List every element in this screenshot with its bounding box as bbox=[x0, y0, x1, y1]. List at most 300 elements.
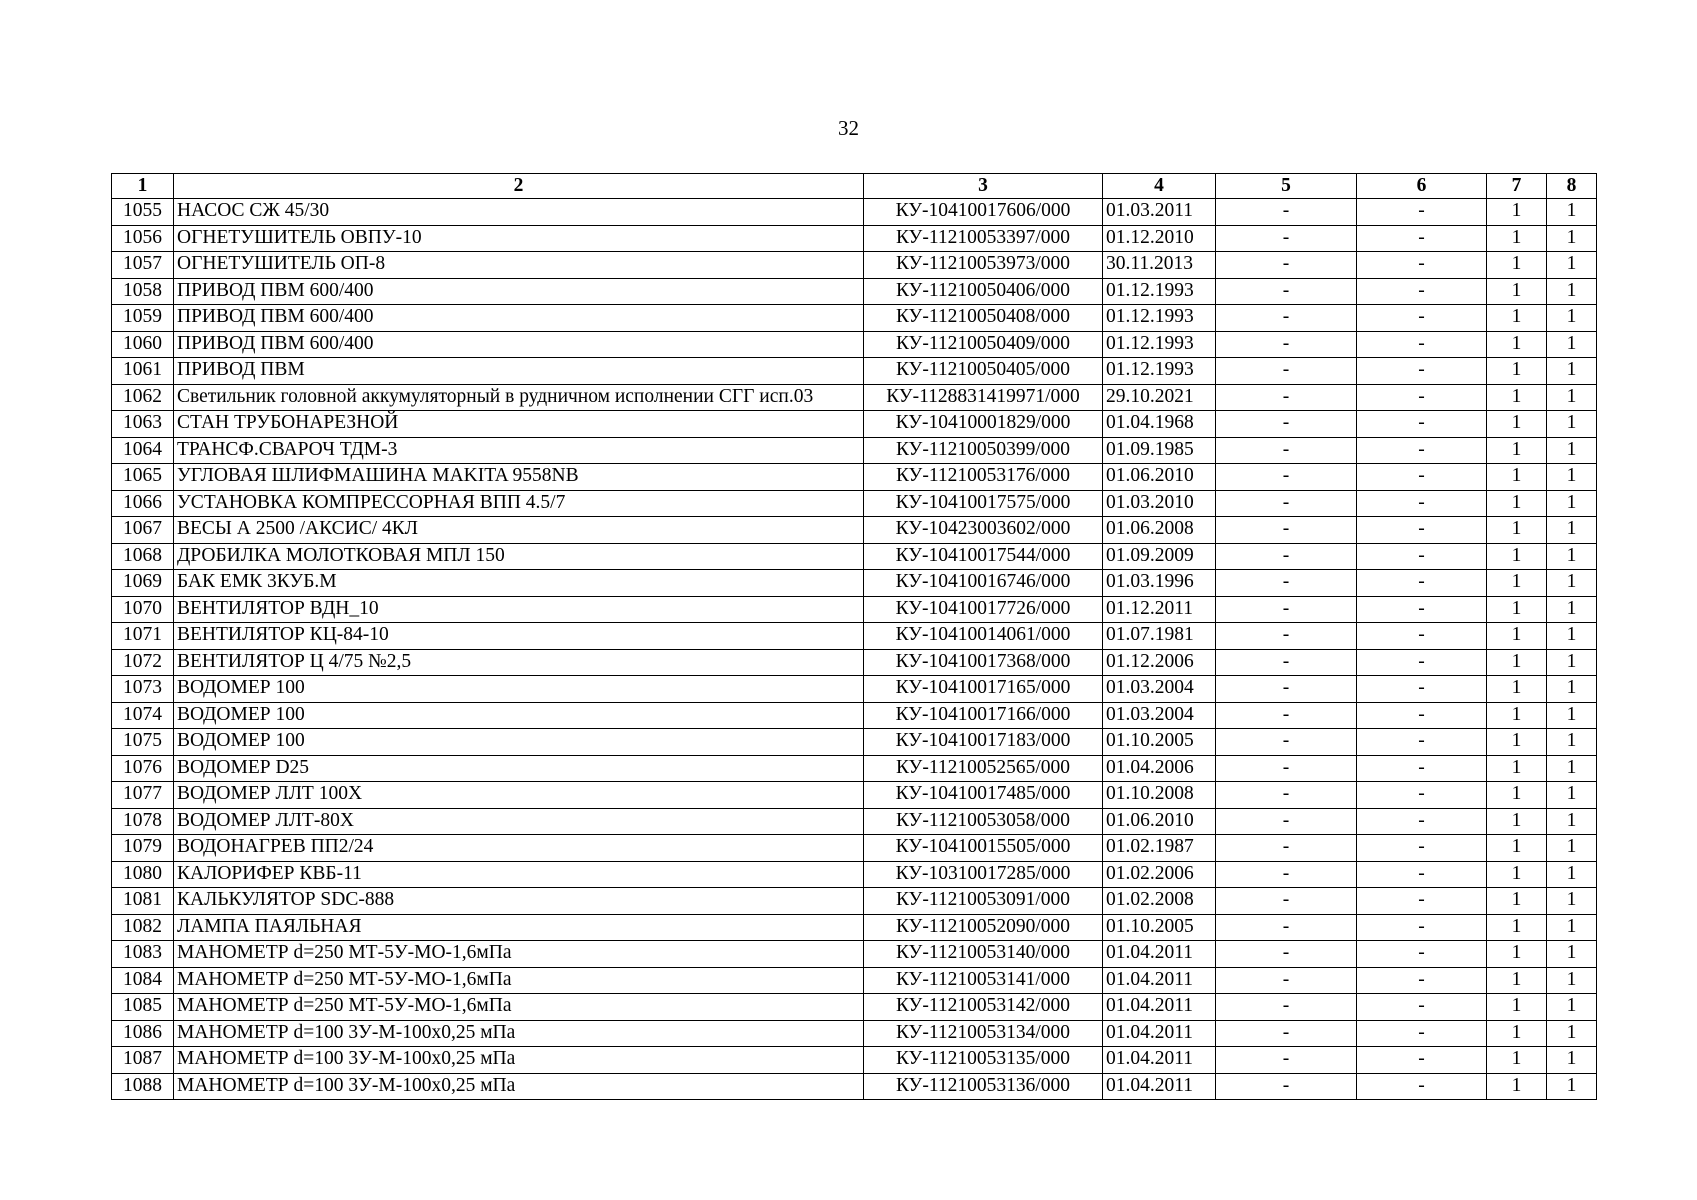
column-7-cell: 1 bbox=[1487, 1073, 1547, 1100]
column-8-cell: 1 bbox=[1547, 570, 1597, 597]
inventory-code-cell: КУ-11210050406/000 bbox=[864, 278, 1103, 305]
date-cell: 01.10.2005 bbox=[1103, 914, 1216, 941]
row-number-cell: 1065 bbox=[112, 464, 174, 491]
column-6-cell: - bbox=[1357, 676, 1487, 703]
column-5-cell: - bbox=[1216, 490, 1357, 517]
date-cell: 01.04.2011 bbox=[1103, 967, 1216, 994]
row-number-cell: 1081 bbox=[112, 888, 174, 915]
column-header: 1 bbox=[112, 174, 174, 199]
registry-table bbox=[111, 173, 1597, 1100]
column-7-cell: 1 bbox=[1487, 305, 1547, 332]
date-cell: 01.10.2005 bbox=[1103, 729, 1216, 756]
column-6-cell: - bbox=[1357, 914, 1487, 941]
column-8-cell: 1 bbox=[1547, 437, 1597, 464]
column-5-cell: - bbox=[1216, 835, 1357, 862]
column-8-cell: 1 bbox=[1547, 941, 1597, 968]
column-8-cell: 1 bbox=[1547, 914, 1597, 941]
item-name-cell: ВОДОНАГРЕВ ПП2/24 bbox=[174, 835, 864, 862]
inventory-code-cell: КУ-10410017166/000 bbox=[864, 702, 1103, 729]
date-cell: 01.03.2004 bbox=[1103, 702, 1216, 729]
date-cell: 01.12.2011 bbox=[1103, 596, 1216, 623]
row-number-cell: 1079 bbox=[112, 835, 174, 862]
column-8-cell: 1 bbox=[1547, 782, 1597, 809]
column-6-cell: - bbox=[1357, 225, 1487, 252]
table-row bbox=[112, 331, 1597, 358]
column-8-cell: 1 bbox=[1547, 517, 1597, 544]
date-cell: 01.03.2004 bbox=[1103, 676, 1216, 703]
column-7-cell: 1 bbox=[1487, 755, 1547, 782]
column-6-cell: - bbox=[1357, 941, 1487, 968]
inventory-code-cell: КУ-11210053142/000 bbox=[864, 994, 1103, 1021]
column-8-cell: 1 bbox=[1547, 861, 1597, 888]
row-number-cell: 1060 bbox=[112, 331, 174, 358]
column-7-cell: 1 bbox=[1487, 702, 1547, 729]
inventory-code-cell: КУ-10410014061/000 bbox=[864, 623, 1103, 650]
column-7-cell: 1 bbox=[1487, 623, 1547, 650]
column-7-cell: 1 bbox=[1487, 252, 1547, 279]
item-name-cell: НАСОС СЖ 45/30 bbox=[174, 199, 864, 226]
column-8-cell: 1 bbox=[1547, 596, 1597, 623]
column-7-cell: 1 bbox=[1487, 384, 1547, 411]
inventory-code-cell: КУ-11210053141/000 bbox=[864, 967, 1103, 994]
column-6-cell: - bbox=[1357, 861, 1487, 888]
column-8-cell: 1 bbox=[1547, 543, 1597, 570]
table-row bbox=[112, 702, 1597, 729]
item-name-cell: ПРИВОД ПВМ 600/400 bbox=[174, 278, 864, 305]
table-row bbox=[112, 623, 1597, 650]
column-7-cell: 1 bbox=[1487, 941, 1547, 968]
row-number-cell: 1088 bbox=[112, 1073, 174, 1100]
column-6-cell: - bbox=[1357, 437, 1487, 464]
column-6-cell: - bbox=[1357, 199, 1487, 226]
table-row bbox=[112, 967, 1597, 994]
column-8-cell: 1 bbox=[1547, 994, 1597, 1021]
table-row bbox=[112, 888, 1597, 915]
date-cell: 01.06.2010 bbox=[1103, 464, 1216, 491]
column-5-cell: - bbox=[1216, 1073, 1357, 1100]
column-8-cell: 1 bbox=[1547, 755, 1597, 782]
row-number-cell: 1087 bbox=[112, 1047, 174, 1074]
column-5-cell: - bbox=[1216, 464, 1357, 491]
column-8-cell: 1 bbox=[1547, 305, 1597, 332]
column-8-cell: 1 bbox=[1547, 835, 1597, 862]
item-name-cell: ВОДОМЕР 100 bbox=[174, 676, 864, 703]
date-cell: 01.02.1987 bbox=[1103, 835, 1216, 862]
column-5-cell: - bbox=[1216, 649, 1357, 676]
column-6-cell: - bbox=[1357, 623, 1487, 650]
column-7-cell: 1 bbox=[1487, 411, 1547, 438]
inventory-code-cell: КУ-11210053091/000 bbox=[864, 888, 1103, 915]
column-5-cell: - bbox=[1216, 384, 1357, 411]
column-6-cell: - bbox=[1357, 596, 1487, 623]
inventory-code-cell: КУ-10423003602/000 bbox=[864, 517, 1103, 544]
column-7-cell: 1 bbox=[1487, 278, 1547, 305]
date-cell: 01.04.2011 bbox=[1103, 1047, 1216, 1074]
item-name-cell: ВОДОМЕР 100 bbox=[174, 729, 864, 756]
date-cell: 01.07.1981 bbox=[1103, 623, 1216, 650]
column-5-cell: - bbox=[1216, 437, 1357, 464]
column-8-cell: 1 bbox=[1547, 358, 1597, 385]
column-8-cell: 1 bbox=[1547, 225, 1597, 252]
item-name-cell: УГЛОВАЯ ШЛИФМАШИНА MAKITA 9558NB bbox=[174, 464, 864, 491]
row-number-cell: 1073 bbox=[112, 676, 174, 703]
column-7-cell: 1 bbox=[1487, 861, 1547, 888]
column-5-cell: - bbox=[1216, 517, 1357, 544]
row-number-cell: 1074 bbox=[112, 702, 174, 729]
inventory-code-cell: КУ-11210053973/000 bbox=[864, 252, 1103, 279]
inventory-code-cell: КУ-1128831419971/000 bbox=[864, 384, 1103, 411]
column-8-cell: 1 bbox=[1547, 1020, 1597, 1047]
row-number-cell: 1085 bbox=[112, 994, 174, 1021]
column-7-cell: 1 bbox=[1487, 649, 1547, 676]
column-5-cell: - bbox=[1216, 225, 1357, 252]
item-name-cell: ПРИВОД ПВМ bbox=[174, 358, 864, 385]
row-number-cell: 1086 bbox=[112, 1020, 174, 1047]
table-row bbox=[112, 490, 1597, 517]
date-cell: 01.03.2010 bbox=[1103, 490, 1216, 517]
table-header-row bbox=[112, 174, 1597, 199]
column-header: 8 bbox=[1547, 174, 1597, 199]
column-6-cell: - bbox=[1357, 1020, 1487, 1047]
row-number-cell: 1057 bbox=[112, 252, 174, 279]
column-8-cell: 1 bbox=[1547, 702, 1597, 729]
inventory-code-cell: КУ-11210052090/000 bbox=[864, 914, 1103, 941]
item-name-cell: ВОДОМЕР 100 bbox=[174, 702, 864, 729]
date-cell: 01.03.2011 bbox=[1103, 199, 1216, 226]
table-row bbox=[112, 782, 1597, 809]
item-name-cell: ЛАМПА ПАЯЛЬНАЯ bbox=[174, 914, 864, 941]
inventory-code-cell: КУ-11210050408/000 bbox=[864, 305, 1103, 332]
item-name-cell: ПРИВОД ПВМ 600/400 bbox=[174, 331, 864, 358]
column-5-cell: - bbox=[1216, 543, 1357, 570]
column-6-cell: - bbox=[1357, 252, 1487, 279]
table-row bbox=[112, 384, 1597, 411]
column-5-cell: - bbox=[1216, 278, 1357, 305]
column-5-cell: - bbox=[1216, 596, 1357, 623]
inventory-code-cell: КУ-10410017485/000 bbox=[864, 782, 1103, 809]
column-8-cell: 1 bbox=[1547, 252, 1597, 279]
date-cell: 01.04.2006 bbox=[1103, 755, 1216, 782]
item-name-cell: МАНОМЕТР d=100 3У-М-100х0,25 мПа bbox=[174, 1020, 864, 1047]
inventory-code-cell: КУ-10410017606/000 bbox=[864, 199, 1103, 226]
date-cell: 01.04.2011 bbox=[1103, 1020, 1216, 1047]
column-7-cell: 1 bbox=[1487, 914, 1547, 941]
column-6-cell: - bbox=[1357, 729, 1487, 756]
row-number-cell: 1078 bbox=[112, 808, 174, 835]
column-6-cell: - bbox=[1357, 464, 1487, 491]
row-number-cell: 1080 bbox=[112, 861, 174, 888]
column-6-cell: - bbox=[1357, 1047, 1487, 1074]
column-7-cell: 1 bbox=[1487, 596, 1547, 623]
date-cell: 01.06.2008 bbox=[1103, 517, 1216, 544]
table-row bbox=[112, 278, 1597, 305]
item-name-cell: ВЕНТИЛЯТОР КЦ-84-10 bbox=[174, 623, 864, 650]
inventory-code-cell: КУ-10410017165/000 bbox=[864, 676, 1103, 703]
item-name-cell: УСТАНОВКА КОМПРЕССОРНАЯ ВПП 4.5/7 bbox=[174, 490, 864, 517]
item-name-cell: МАНОМЕТР d=250 МТ-5У-МО-1,6мПа bbox=[174, 967, 864, 994]
column-6-cell: - bbox=[1357, 835, 1487, 862]
inventory-code-cell: КУ-11210053176/000 bbox=[864, 464, 1103, 491]
row-number-cell: 1070 bbox=[112, 596, 174, 623]
table-row bbox=[112, 808, 1597, 835]
row-number-cell: 1083 bbox=[112, 941, 174, 968]
table-row bbox=[112, 676, 1597, 703]
row-number-cell: 1067 bbox=[112, 517, 174, 544]
inventory-code-cell: КУ-11210052565/000 bbox=[864, 755, 1103, 782]
table-row bbox=[112, 411, 1597, 438]
date-cell: 01.06.2010 bbox=[1103, 808, 1216, 835]
inventory-code-cell: КУ-10410001829/000 bbox=[864, 411, 1103, 438]
item-name-cell: КАЛОРИФЕР КВБ-11 bbox=[174, 861, 864, 888]
item-name-cell: БАК ЕМК 3КУБ.М bbox=[174, 570, 864, 597]
table-row bbox=[112, 1073, 1597, 1100]
table-row bbox=[112, 517, 1597, 544]
row-number-cell: 1058 bbox=[112, 278, 174, 305]
table-row bbox=[112, 1020, 1597, 1047]
column-7-cell: 1 bbox=[1487, 331, 1547, 358]
column-5-cell: - bbox=[1216, 358, 1357, 385]
column-6-cell: - bbox=[1357, 755, 1487, 782]
column-7-cell: 1 bbox=[1487, 543, 1547, 570]
table-row bbox=[112, 861, 1597, 888]
inventory-code-cell: КУ-11210053397/000 bbox=[864, 225, 1103, 252]
table-row bbox=[112, 570, 1597, 597]
column-8-cell: 1 bbox=[1547, 411, 1597, 438]
column-6-cell: - bbox=[1357, 649, 1487, 676]
column-6-cell: - bbox=[1357, 490, 1487, 517]
item-name-cell: ТРАНСФ.СВАРОЧ ТДМ-3 bbox=[174, 437, 864, 464]
inventory-code-cell: КУ-10310017285/000 bbox=[864, 861, 1103, 888]
row-number-cell: 1082 bbox=[112, 914, 174, 941]
column-6-cell: - bbox=[1357, 517, 1487, 544]
column-5-cell: - bbox=[1216, 1047, 1357, 1074]
table-row bbox=[112, 543, 1597, 570]
column-7-cell: 1 bbox=[1487, 967, 1547, 994]
table-row bbox=[112, 199, 1597, 226]
item-name-cell: ВЕСЫ А 2500 /АКСИС/ 4КЛ bbox=[174, 517, 864, 544]
item-name-cell: ВОДОМЕР D25 bbox=[174, 755, 864, 782]
row-number-cell: 1077 bbox=[112, 782, 174, 809]
item-name-cell: СТАН ТРУБОНАРЕЗНОЙ bbox=[174, 411, 864, 438]
table-row bbox=[112, 1047, 1597, 1074]
date-cell: 01.12.2010 bbox=[1103, 225, 1216, 252]
column-5-cell: - bbox=[1216, 755, 1357, 782]
table-row bbox=[112, 914, 1597, 941]
date-cell: 01.04.2011 bbox=[1103, 941, 1216, 968]
column-6-cell: - bbox=[1357, 782, 1487, 809]
inventory-code-cell: КУ-10410017575/000 bbox=[864, 490, 1103, 517]
date-cell: 01.04.2011 bbox=[1103, 994, 1216, 1021]
column-5-cell: - bbox=[1216, 676, 1357, 703]
column-7-cell: 1 bbox=[1487, 835, 1547, 862]
column-5-cell: - bbox=[1216, 702, 1357, 729]
column-7-cell: 1 bbox=[1487, 464, 1547, 491]
column-8-cell: 1 bbox=[1547, 808, 1597, 835]
table-row bbox=[112, 252, 1597, 279]
item-name-cell: КАЛЬКУЛЯТОР SDC-888 bbox=[174, 888, 864, 915]
table-row bbox=[112, 437, 1597, 464]
column-5-cell: - bbox=[1216, 888, 1357, 915]
item-name-cell: ВЕНТИЛЯТОР ВДН_10 bbox=[174, 596, 864, 623]
inventory-code-cell: КУ-11210053058/000 bbox=[864, 808, 1103, 835]
column-5-cell: - bbox=[1216, 411, 1357, 438]
date-cell: 01.03.1996 bbox=[1103, 570, 1216, 597]
date-cell: 01.04.2011 bbox=[1103, 1073, 1216, 1100]
column-8-cell: 1 bbox=[1547, 199, 1597, 226]
column-5-cell: - bbox=[1216, 967, 1357, 994]
table-row bbox=[112, 755, 1597, 782]
inventory-code-cell: КУ-10410017544/000 bbox=[864, 543, 1103, 570]
table-row bbox=[112, 464, 1597, 491]
date-cell: 01.04.1968 bbox=[1103, 411, 1216, 438]
column-5-cell: - bbox=[1216, 305, 1357, 332]
column-5-cell: - bbox=[1216, 252, 1357, 279]
column-7-cell: 1 bbox=[1487, 994, 1547, 1021]
column-6-cell: - bbox=[1357, 808, 1487, 835]
column-5-cell: - bbox=[1216, 570, 1357, 597]
column-7-cell: 1 bbox=[1487, 676, 1547, 703]
column-8-cell: 1 bbox=[1547, 464, 1597, 491]
column-7-cell: 1 bbox=[1487, 490, 1547, 517]
column-8-cell: 1 bbox=[1547, 1073, 1597, 1100]
item-name-cell: ВЕНТИЛЯТОР Ц 4/75 №2,5 bbox=[174, 649, 864, 676]
column-8-cell: 1 bbox=[1547, 623, 1597, 650]
column-8-cell: 1 bbox=[1547, 278, 1597, 305]
column-8-cell: 1 bbox=[1547, 384, 1597, 411]
column-7-cell: 1 bbox=[1487, 1020, 1547, 1047]
item-name-cell: ВОДОМЕР ЛЛТ-80Х bbox=[174, 808, 864, 835]
row-number-cell: 1064 bbox=[112, 437, 174, 464]
inventory-code-cell: КУ-10410017726/000 bbox=[864, 596, 1103, 623]
item-name-cell: МАНОМЕТР d=100 3У-М-100х0,25 мПа bbox=[174, 1047, 864, 1074]
table-body bbox=[112, 199, 1597, 1100]
column-8-cell: 1 bbox=[1547, 888, 1597, 915]
table-row bbox=[112, 596, 1597, 623]
row-number-cell: 1061 bbox=[112, 358, 174, 385]
row-number-cell: 1084 bbox=[112, 967, 174, 994]
table-row bbox=[112, 994, 1597, 1021]
table-row bbox=[112, 941, 1597, 968]
column-6-cell: - bbox=[1357, 570, 1487, 597]
column-header: 4 bbox=[1103, 174, 1216, 199]
column-8-cell: 1 bbox=[1547, 331, 1597, 358]
inventory-code-cell: КУ-11210053140/000 bbox=[864, 941, 1103, 968]
row-number-cell: 1066 bbox=[112, 490, 174, 517]
column-6-cell: - bbox=[1357, 543, 1487, 570]
column-6-cell: - bbox=[1357, 1073, 1487, 1100]
column-5-cell: - bbox=[1216, 1020, 1357, 1047]
column-6-cell: - bbox=[1357, 358, 1487, 385]
table-row bbox=[112, 649, 1597, 676]
item-name-cell: МАНОМЕТР d=250 МТ-5У-МО-1,6мПа bbox=[174, 994, 864, 1021]
table-row bbox=[112, 305, 1597, 332]
item-name-cell: МАНОМЕТР d=100 3У-М-100х0,25 мПа bbox=[174, 1073, 864, 1100]
item-name-cell: ОГНЕТУШИТЕЛЬ ОП-8 bbox=[174, 252, 864, 279]
date-cell: 01.12.2006 bbox=[1103, 649, 1216, 676]
item-name-cell: ВОДОМЕР ЛЛТ 100Х bbox=[174, 782, 864, 809]
column-7-cell: 1 bbox=[1487, 888, 1547, 915]
inventory-code-cell: КУ-11210050405/000 bbox=[864, 358, 1103, 385]
column-5-cell: - bbox=[1216, 782, 1357, 809]
column-6-cell: - bbox=[1357, 702, 1487, 729]
item-name-cell: МАНОМЕТР d=250 МТ-5У-МО-1,6мПа bbox=[174, 941, 864, 968]
column-7-cell: 1 bbox=[1487, 808, 1547, 835]
inventory-code-cell: КУ-10410016746/000 bbox=[864, 570, 1103, 597]
column-7-cell: 1 bbox=[1487, 729, 1547, 756]
item-name-cell: ПРИВОД ПВМ 600/400 bbox=[174, 305, 864, 332]
inventory-code-cell: КУ-11210050409/000 bbox=[864, 331, 1103, 358]
column-7-cell: 1 bbox=[1487, 570, 1547, 597]
date-cell: 30.11.2013 bbox=[1103, 252, 1216, 279]
inventory-code-cell: КУ-11210053135/000 bbox=[864, 1047, 1103, 1074]
column-7-cell: 1 bbox=[1487, 517, 1547, 544]
column-6-cell: - bbox=[1357, 994, 1487, 1021]
date-cell: 01.12.1993 bbox=[1103, 278, 1216, 305]
row-number-cell: 1069 bbox=[112, 570, 174, 597]
inventory-code-cell: КУ-11210053136/000 bbox=[864, 1073, 1103, 1100]
inventory-code-cell: КУ-10410017368/000 bbox=[864, 649, 1103, 676]
date-cell: 01.09.2009 bbox=[1103, 543, 1216, 570]
column-7-cell: 1 bbox=[1487, 437, 1547, 464]
column-7-cell: 1 bbox=[1487, 225, 1547, 252]
page-number: 32 bbox=[838, 116, 859, 140]
column-header: 3 bbox=[864, 174, 1103, 199]
column-7-cell: 1 bbox=[1487, 358, 1547, 385]
column-5-cell: - bbox=[1216, 914, 1357, 941]
inventory-code-cell: КУ-11210053134/000 bbox=[864, 1020, 1103, 1047]
item-name-cell: ДРОБИЛКА МОЛОТКОВАЯ МПЛ 150 bbox=[174, 543, 864, 570]
row-number-cell: 1055 bbox=[112, 199, 174, 226]
column-8-cell: 1 bbox=[1547, 967, 1597, 994]
column-6-cell: - bbox=[1357, 411, 1487, 438]
row-number-cell: 1072 bbox=[112, 649, 174, 676]
inventory-code-cell: КУ-10410017183/000 bbox=[864, 729, 1103, 756]
row-number-cell: 1071 bbox=[112, 623, 174, 650]
table-row bbox=[112, 225, 1597, 252]
column-6-cell: - bbox=[1357, 888, 1487, 915]
column-6-cell: - bbox=[1357, 384, 1487, 411]
column-8-cell: 1 bbox=[1547, 649, 1597, 676]
date-cell: 01.12.1993 bbox=[1103, 305, 1216, 332]
column-5-cell: - bbox=[1216, 861, 1357, 888]
column-5-cell: - bbox=[1216, 729, 1357, 756]
column-7-cell: 1 bbox=[1487, 1047, 1547, 1074]
table-row bbox=[112, 729, 1597, 756]
row-number-cell: 1063 bbox=[112, 411, 174, 438]
column-8-cell: 1 bbox=[1547, 490, 1597, 517]
column-header: 7 bbox=[1487, 174, 1547, 199]
column-6-cell: - bbox=[1357, 278, 1487, 305]
column-5-cell: - bbox=[1216, 331, 1357, 358]
column-8-cell: 1 bbox=[1547, 676, 1597, 703]
row-number-cell: 1056 bbox=[112, 225, 174, 252]
column-7-cell: 1 bbox=[1487, 782, 1547, 809]
date-cell: 01.09.1985 bbox=[1103, 437, 1216, 464]
column-6-cell: - bbox=[1357, 305, 1487, 332]
inventory-code-cell: КУ-10410015505/000 bbox=[864, 835, 1103, 862]
date-cell: 01.10.2008 bbox=[1103, 782, 1216, 809]
column-header: 2 bbox=[174, 174, 864, 199]
column-7-cell: 1 bbox=[1487, 199, 1547, 226]
date-cell: 29.10.2021 bbox=[1103, 384, 1216, 411]
row-number-cell: 1076 bbox=[112, 755, 174, 782]
column-5-cell: - bbox=[1216, 808, 1357, 835]
row-number-cell: 1068 bbox=[112, 543, 174, 570]
column-6-cell: - bbox=[1357, 967, 1487, 994]
column-8-cell: 1 bbox=[1547, 729, 1597, 756]
row-number-cell: 1075 bbox=[112, 729, 174, 756]
column-5-cell: - bbox=[1216, 623, 1357, 650]
